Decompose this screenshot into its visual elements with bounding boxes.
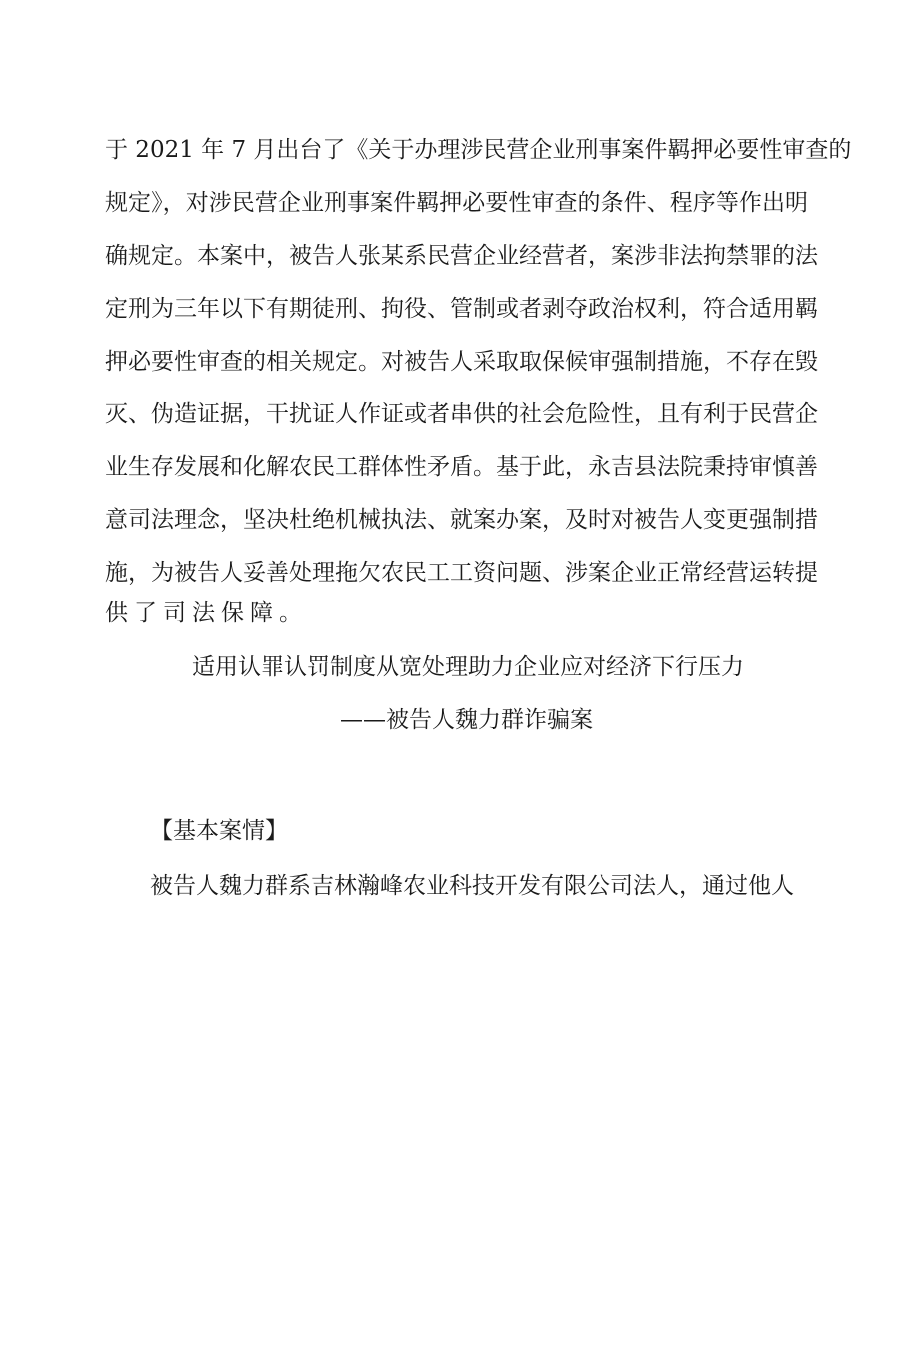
text-line: 意司法理念，坚决杜绝机械执法、就案办案，及时对被告人变更强制措 bbox=[105, 507, 818, 533]
text-line: 定刑为三年以下有期徒刑、拘役、管制或者剥夺政治权利，符合适用羁 bbox=[105, 296, 818, 322]
case-subtitle: ——被告人魏力群诈骗案 bbox=[340, 707, 593, 733]
text-line: 于 2021 年 7 月出台了《关于办理涉民营企业刑事案件羁押必要性审查的 bbox=[105, 137, 852, 163]
text-line: 业生存发展和化解农民工群体性矛盾。基于此，永吉县法院秉持审慎善 bbox=[105, 454, 818, 480]
case-title: 适用认罪认罚制度从宽处理助力企业应对经济下行压力 bbox=[192, 654, 744, 680]
paragraph-2-line: 被告人魏力群系吉林瀚峰农业科技开发有限公司法人，通过他人 bbox=[150, 873, 794, 899]
text-line: 供了司法保障。 bbox=[105, 600, 308, 626]
text-line: 施，为被告人妥善处理拖欠农民工工资问题、涉案企业正常经营运转提 bbox=[105, 560, 818, 586]
text-line: 押必要性审查的相关规定。对被告人采取取保候审强制措施，不存在毁 bbox=[105, 349, 818, 375]
text-line: 规定》，对涉民营企业刑事案件羁押必要性审查的条件、程序等作出明 bbox=[105, 190, 808, 216]
text-line: 确规定。本案中，被告人张某系民营企业经营者，案涉非法拘禁罪的法 bbox=[105, 243, 818, 269]
text-line: 灭、伪造证据，干扰证人作证或者串供的社会危险性，且有利于民营企 bbox=[105, 401, 818, 427]
section-heading: 【基本案情】 bbox=[150, 818, 288, 844]
